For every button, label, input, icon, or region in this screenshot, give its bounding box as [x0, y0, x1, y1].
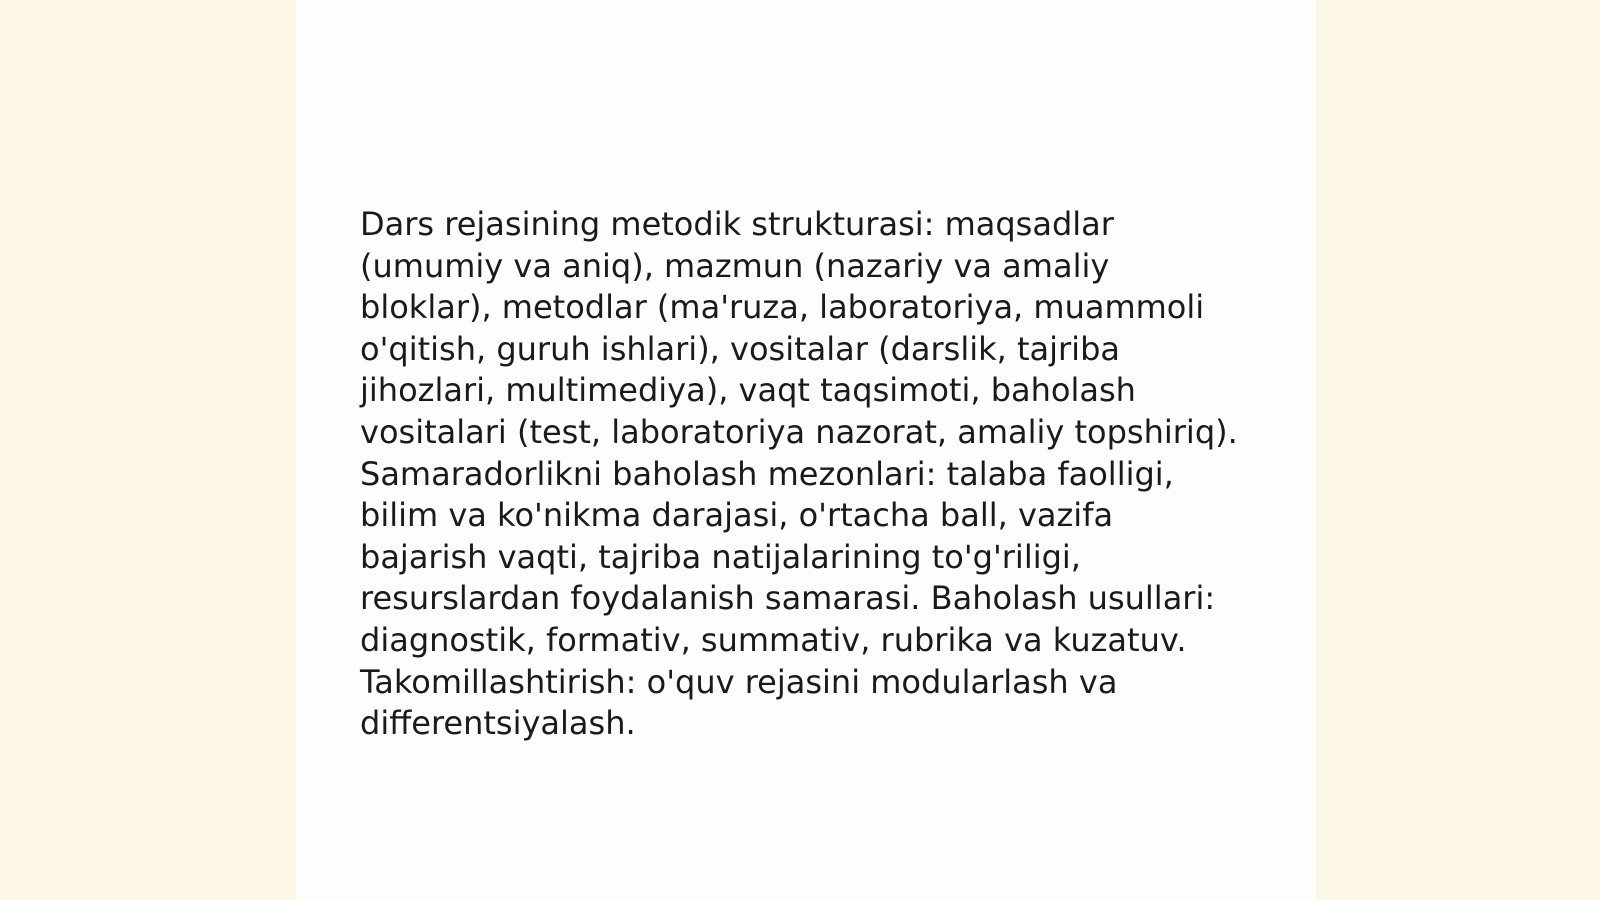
document-page: [296, 0, 1316, 900]
body-paragraph: Dars rejasining metodik strukturasi: maqsadlar (umumiy va aniq), mazmun (nazariy va amaliy bloklar), metodlar (ma'ruza, laboratoriya, muammoli o'qitish, guruh ishlari), vositalar (darslik, tajriba jihozlari, multimediya), vaqt taqsimoti, baholash vositalari (test, laboratoriya nazorat, amaliy topshiriq). Samaradorlikni baholash mezonlari: talaba faolligi, bilim va ko'nikma darajasi, o'rtacha ball, vazifa bajarish vaqti, tajriba natijalarining to'g'riligi, resurslardan foydalanish samarasi. Baholash usullari: diagnostik, formativ, summativ, rubrika va kuzatuv. Takomillashtirish: o'quv rejasini modularlash va differentsiyalash.: [360, 205, 1238, 743]
